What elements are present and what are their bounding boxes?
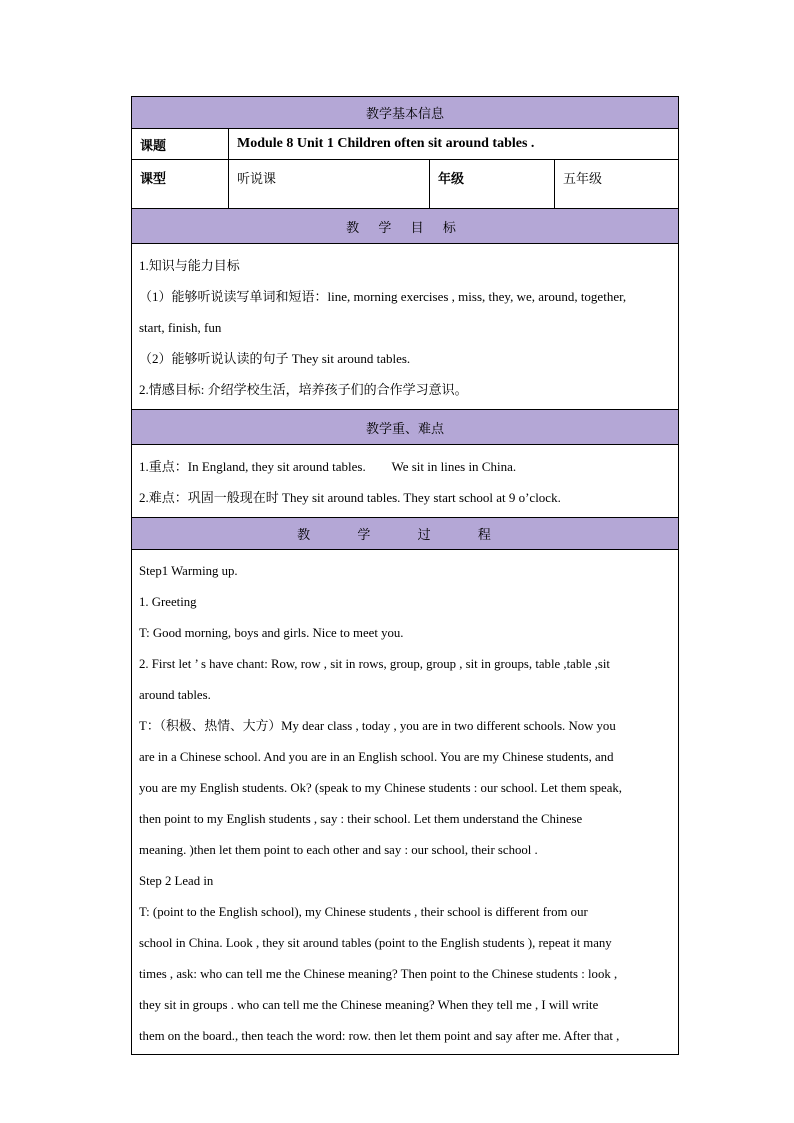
process-line: school in China. Look , they sit around tables (point to the English students ), repeat it many xyxy=(139,936,612,950)
basic-info-header: 教学基本信息 xyxy=(132,97,679,129)
process-line: you are my English students. Ok? (speak to my Chinese students : our school. Let them speak, xyxy=(139,781,623,795)
process-line: T: (point to the English school), my Chinese students , their school is different from our xyxy=(139,905,588,919)
process-line: 2. First let ’ s have chant: Row, row , sit in rows, group, group , sit in groups, table ,table ,sit xyxy=(139,657,610,671)
process-header-text: 教 学 过 程 xyxy=(297,527,513,542)
goal-line: 1.知识与能力目标 xyxy=(139,258,240,273)
process-line: are in a Chinese school. And you are in an English school. You are my Chinese students, and xyxy=(139,750,614,764)
key-points-section xyxy=(132,445,679,518)
process-header xyxy=(132,518,679,550)
goal-line: （2）能够听说认读的句子 They sit around tables. xyxy=(139,351,411,366)
topic-value: Module 8 Unit 1 Children often sit around tables . xyxy=(229,129,679,160)
goal-line: 2.情感目标: 介绍学校生活，培养孩子们的合作学习意识。 xyxy=(139,382,468,397)
process-section xyxy=(132,550,679,1055)
goals-header xyxy=(132,209,679,244)
process-line: around tables. xyxy=(139,688,211,702)
goals-header-text: 教 学 目 标 xyxy=(346,219,464,235)
lesson-plan-table xyxy=(131,96,679,1055)
type-value: 听说课 xyxy=(229,160,430,209)
process-line: Step 2 Lead in xyxy=(139,874,214,888)
process-line: 1. Greeting xyxy=(139,595,197,609)
topic-label: 课题 xyxy=(132,129,229,160)
key-points-header: 教学重、难点 xyxy=(132,410,679,445)
process-line: meaning. )then let them point to each other and say : our school, their school . xyxy=(139,843,538,857)
process-line: T: Good morning, boys and girls. Nice to meet you. xyxy=(139,626,404,640)
process-line: them on the board., then teach the word: row. then let them point and say after me. After that , xyxy=(139,1029,620,1043)
process-line: then point to my English students , say : their school. Let them understand the Chinese xyxy=(139,812,583,826)
goals-section xyxy=(132,244,679,410)
process-line: they sit in groups . who can tell me the Chinese meaning? When they tell me , I will write xyxy=(139,998,599,1012)
key-point-line: 1.重点：In England, they sit around tables. We sit in lines in China. xyxy=(139,459,517,474)
lesson-plan xyxy=(131,96,678,1055)
goal-line: （1）能够听说读写单词和短语：line, morning exercises , miss, they, we, around, together, xyxy=(139,289,627,304)
type-label: 课型 xyxy=(132,160,229,209)
grade-label: 年级 xyxy=(430,160,555,209)
grade-value: 五年级 xyxy=(555,160,679,209)
process-line: Step1 Warming up. xyxy=(139,564,238,578)
process-line: times , ask: who can tell me the Chinese meaning? Then point to the Chinese students : look , xyxy=(139,967,618,981)
goal-line: start, finish, fun xyxy=(139,320,222,335)
process-line: T：（积极、热情、大方）My dear class , today , you are in two different schools. Now you xyxy=(139,719,616,733)
key-point-line: 2.难点：巩固一般现在时 They sit around tables. They start school at 9 o’clock. xyxy=(139,490,561,505)
